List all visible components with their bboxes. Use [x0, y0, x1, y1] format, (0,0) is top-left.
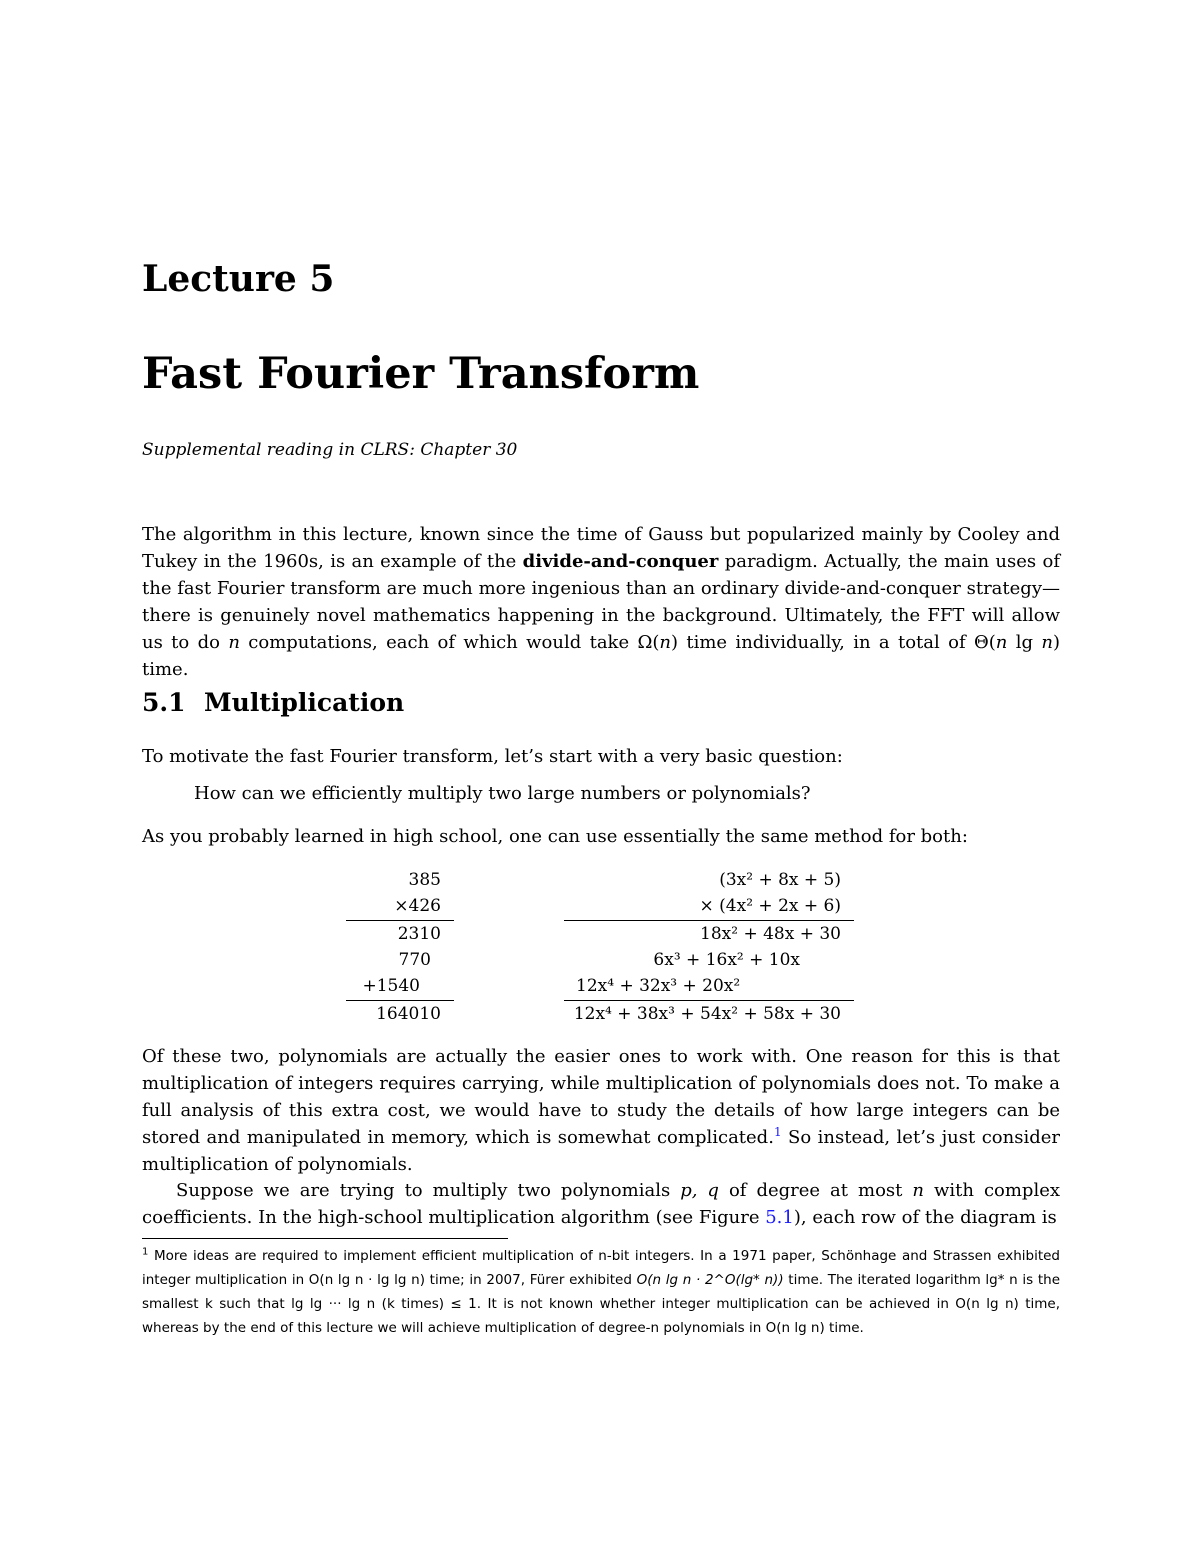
poly-rule-2 [564, 1000, 854, 1001]
figure-link[interactable]: 5.1 [765, 1207, 794, 1228]
int-factor-b: ×426 [394, 896, 441, 916]
body-paragraph-2: Suppose we are trying to multiply two polynomials p, q of degree at most n with complex coefficients. In the high-school multiplication algorithm (see Figure 5.1), each row of the diagram is [142, 1180, 1061, 1228]
int-partial-2: 770 [398, 950, 431, 970]
footnote-mark: 1 [142, 1246, 149, 1258]
furer-bound: O(n lg n · 2^O(lg* n)) [636, 1272, 784, 1288]
poly-partial-3: 12x⁴ + 32x³ + 20x² [576, 976, 741, 996]
poly-factor-a: (3x² + 8x + 5) [719, 870, 841, 890]
footnote-divider [142, 1238, 508, 1239]
section-number: 5.1 [142, 688, 186, 717]
section-title: Multiplication [204, 688, 405, 717]
footnote-ref[interactable]: 1 [773, 1125, 782, 1139]
divide-and-conquer-term: divide-and-conquer [522, 551, 719, 572]
lecture-label: Lecture 5 [142, 258, 335, 300]
int-rule-1 [346, 920, 454, 921]
page-title: Fast Fourier Transform [142, 349, 700, 399]
poly-factor-b: × (4x² + 2x + 6) [699, 896, 841, 916]
question-quote: How can we efficiently multiply two large numbers or polynomials? [194, 783, 811, 804]
motivate-paragraph: To motivate the fast Fourier transform, let’s start with a very basic question: [142, 746, 843, 767]
intro-paragraph: The algorithm in this lecture, known since the time of Gauss but popularized mainly by Cooley and Tukey in the 1960s, is an example of the divide-and-conquer paradigm. Actually, the main uses of the fast Fourier transform are much more ingenious than an ordinary divide-and-conquer strategy—there is genuinely novel mathematics happening in the background. Ultimately, the FFT will allow us to do n computations, each of which would take Ω(n) time individually, in a total of Θ(n lg n) time. [142, 524, 1060, 680]
body-paragraph-1: Of these two, polynomials are actually the easier ones to work with. One reason for this is that multiplication of integers requires carrying, while multiplication of polynomials does not. To make a full analysis of this extra cost, we would have to study the details of how large integers can be stored and manipulated in memory, which is somewhat complicated.$^1$ So instead, let’s just consider multiplication of polynomials. [142, 1046, 1060, 1175]
poly-partial-2: 6x³ + 16x² + 10x [653, 950, 800, 970]
as-you-paragraph: As you probably learned in high school, one can use essentially the same method for both: [142, 826, 968, 847]
int-partial-3: +1540 [362, 976, 420, 996]
supplemental-reading: Supplemental reading in CLRS: Chapter 30 [142, 440, 518, 460]
section-heading [142, 688, 404, 717]
multiplication-figure [0, 865, 1200, 1035]
int-rule-2 [346, 1000, 454, 1001]
footnote: $^1$ More ideas are required to implement efficient multiplication of n-bit integers. In a 1971 paper, Schönhage and Strassen exhibited integer multiplication in O(n lg n · lg lg n) time; in 2007, Fürer exhibited O(n lg n · 2^O(lg* n)) time. The iterated logarithm lg* n is the smallest k such that lg lg ··· lg n (k times) ≤ 1. It is not known whether integer multiplication can be achieved in O(n lg n) time, whereas by the end of this lecture we will achieve multiplication of degree-n polynomials in O(n lg n) time. [142, 1246, 1061, 1336]
int-factor-a: 385 [408, 870, 441, 890]
poly-partial-1: 18x² + 48x + 30 [700, 924, 841, 944]
poly-result: 12x⁴ + 38x³ + 54x² + 58x + 30 [573, 1004, 841, 1024]
int-partial-1: 2310 [397, 924, 441, 944]
poly-rule-1 [564, 920, 854, 921]
int-result: 164010 [376, 1004, 441, 1024]
